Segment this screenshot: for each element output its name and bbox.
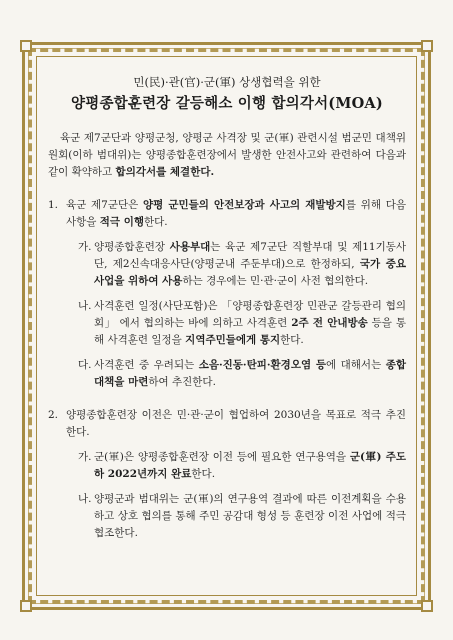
subclause-1-na bbox=[48, 298, 406, 349]
frame-corner-ornament bbox=[20, 40, 32, 52]
subclause-mark: 나. bbox=[78, 300, 92, 312]
subclause-2-ga bbox=[48, 449, 406, 483]
frame-corner-ornament bbox=[421, 600, 433, 612]
subclause-text bbox=[94, 357, 406, 391]
subclause-text bbox=[94, 449, 406, 483]
subclause-text-bold: 지역주민들에게 통지 bbox=[185, 334, 281, 346]
intro-paragraph bbox=[48, 130, 406, 181]
subclause-mark: 가. bbox=[78, 451, 92, 463]
subclause-text-part: 사격훈련 중 우려되는 bbox=[94, 359, 199, 371]
subclause-mark: 가. bbox=[78, 241, 92, 253]
clause-number: 1. bbox=[48, 199, 59, 211]
subclause-text-part: 하는 경우에는 민·관·군이 사전 협의한다. bbox=[182, 275, 369, 287]
subclause-text-bold: 군(軍) 주도하 2022년까지 완료 bbox=[94, 451, 406, 480]
subclause-1-da bbox=[48, 357, 406, 391]
subclause-1-ga bbox=[48, 239, 406, 290]
document-subtitle: 민(民)·관(官)·군(軍) 상생협력을 위한 bbox=[133, 75, 321, 89]
clause-text-part: 한다. bbox=[144, 216, 168, 228]
clause-1 bbox=[48, 197, 406, 231]
subclause-text-part: 군(軍)은 양평종합훈련장 이전 등에 필요한 연구용역을 bbox=[94, 451, 350, 463]
subclause-text bbox=[94, 298, 406, 349]
subclause-text bbox=[94, 239, 406, 290]
frame-corner-ornament bbox=[20, 600, 32, 612]
frame-corner-ornament bbox=[421, 40, 433, 52]
clause-text: 양평종합훈련장 이전은 민·관·군이 협업하여 2030년을 목표로 적극 추진한다. bbox=[66, 409, 406, 438]
subclause-text-part: 사격훈련 일정(사단포함)은 「양평종합훈련장 민관군 갈등관리 협의회」 에서 협의하는 바에 의하고 사격훈련 bbox=[94, 300, 406, 329]
subclause-text-part: 하여 추진한다. bbox=[148, 376, 216, 388]
subclause-text-bold: 국가 중요사업을 위하여 사용 bbox=[94, 258, 406, 287]
subclause-text-bold: 소음·진동·탄피·환경오염 등 bbox=[198, 359, 327, 371]
clause-2 bbox=[48, 407, 406, 441]
subclause-text-bold: 사용부대 bbox=[169, 241, 211, 253]
subclause-text-part: 한다. bbox=[280, 334, 304, 346]
subclause-mark: 나. bbox=[78, 493, 92, 505]
subclause-text-part: 는 육군 제7군단 직할부대 및 제11기동사단, 제2신속대응사단(양평군내 주둔부대)으로 한정하되, bbox=[94, 241, 407, 270]
subclause-text-part: 한다. bbox=[191, 468, 216, 480]
document-title: 양평종합훈련장 갈등해소 이행 합의각서(MOA) bbox=[71, 95, 383, 112]
clause-text bbox=[66, 197, 406, 231]
subclause-text: 양평군과 범대위는 군(軍)의 연구용역 결과에 따른 이전계획을 수용하고 상호 협의를 통해 주민 공감대 형성 등 훈련장 이전 사업에 적극 협조한다. bbox=[94, 493, 406, 539]
subclause-mark: 다. bbox=[78, 359, 92, 371]
subclause-2-na bbox=[48, 491, 406, 542]
subclause-text-bold: 종합대책을 마련 bbox=[94, 359, 406, 388]
subclause-text-part: 에 대해서는 bbox=[326, 359, 386, 371]
subclause-text-part: 등을 통해 사격훈련 일정을 bbox=[94, 317, 406, 346]
clause-text-bold: 양평 군민들의 안전보장과 사고의 재발방지 bbox=[143, 199, 346, 211]
clause-text-part: 육군 제7군단은 bbox=[66, 199, 144, 211]
document-content bbox=[48, 72, 406, 542]
clause-number: 2. bbox=[48, 409, 59, 421]
clause-text-part: 를 위해 다음 사항을 bbox=[66, 199, 406, 228]
subclause-text-bold: 2주 전 안내방송 bbox=[291, 317, 368, 329]
clause-text-bold: 적극 이행 bbox=[99, 216, 145, 228]
intro-text-bold: 합의각서를 체결한다. bbox=[115, 166, 215, 178]
subclause-text-part: 양평종합훈련장 bbox=[94, 241, 170, 253]
intro-text: 육군 제7군단과 양평군청, 양평군 사격장 및 군(軍) 관련시설 범군민 대책위원회(이하 범대위)는 양평종합훈련장에서 발생한 안전사고와 관련하여 다음과 같이 확약하고 bbox=[48, 132, 406, 178]
